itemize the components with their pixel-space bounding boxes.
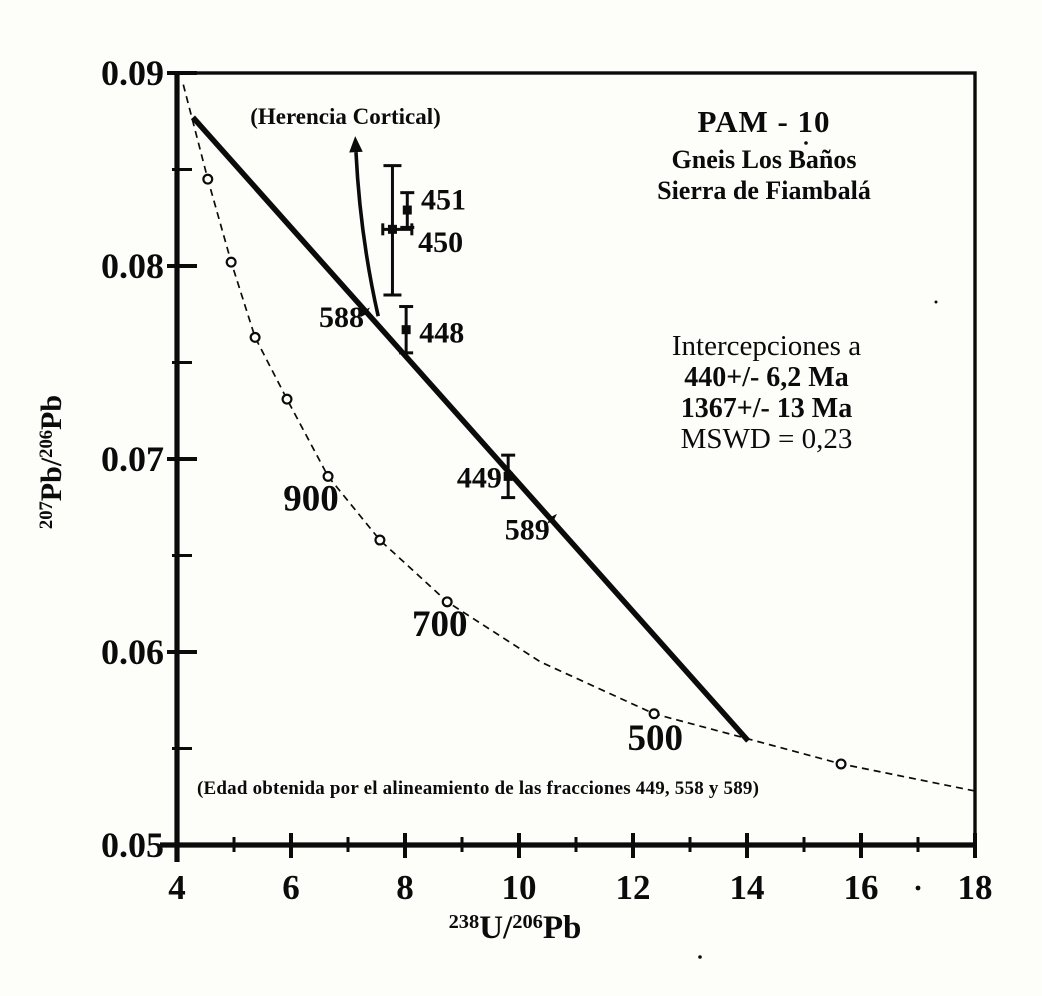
concordia-age-label-900: 900 (283, 478, 339, 520)
x-label-isotope-238: 238 (448, 910, 480, 933)
x-tick-label-12: 12 (615, 868, 651, 907)
intercepts-heading: Intercepciones a (671, 330, 862, 362)
sample-id: PAM - 10 (697, 104, 831, 139)
y-label-pb2: Pb (35, 394, 68, 430)
concordia-age-circle-0 (203, 175, 212, 184)
concordia-age-label-500: 500 (627, 717, 683, 759)
concordia-age-circle-7 (650, 709, 659, 718)
sample-title-block (628, 106, 900, 206)
intercepts-block (624, 331, 909, 455)
x-label-isotope-206: 206 (512, 910, 543, 933)
x-label-pb: Pb (542, 910, 582, 946)
x-tick-label-8: 8 (396, 868, 414, 907)
y-tick-label-0.08: 0.08 (101, 246, 164, 286)
scan-speck-3 (698, 955, 702, 959)
upper-intercept-age: 1367+/- 13 Ma (680, 393, 853, 424)
concordia-age-circle-2 (251, 333, 260, 342)
mswd-value: MSWD = 0,23 (680, 423, 853, 455)
fraction-448-label: 448 (419, 316, 465, 350)
x-tick-label-16: 16 (843, 868, 879, 907)
concordia-age-label-700: 700 (412, 604, 468, 646)
concordia-age-circle-5 (376, 536, 385, 545)
inheritance-arrow-head (349, 136, 363, 152)
y-axis-label (35, 330, 75, 594)
fraction-450-label: 450 (418, 225, 464, 259)
x-tick-label-18: 18 (957, 868, 993, 907)
x-tick-label-6: 6 (282, 868, 300, 907)
x-tick-label-10: 10 (501, 868, 537, 907)
lower-intercept-age: 440+/- 6,2 Ma (684, 362, 849, 393)
concordia-age-circle-1 (227, 258, 236, 267)
fraction-451-label: 451 (420, 183, 466, 217)
scan-speck-1 (916, 886, 921, 891)
y-tick-label-0.09: 0.09 (101, 53, 164, 93)
inheritance-arrow-label: (Herencia Cortical) (250, 104, 441, 129)
x-tick-label-14: 14 (729, 868, 765, 907)
fraction-588-label: 588 (318, 301, 364, 335)
concordia-age-circle-8 (837, 760, 846, 769)
fraction-451-marker (403, 206, 412, 215)
fraction-449-label: 449 (456, 461, 502, 495)
fraction-589-label: 589 (504, 513, 550, 547)
y-tick-label-0.06: 0.06 (101, 632, 164, 672)
fraction-449-marker (504, 472, 513, 481)
fraction-450-marker (388, 225, 397, 234)
sample-location: Sierra de Fiambalá (657, 176, 871, 205)
concordia-age-circle-3 (283, 395, 292, 404)
scan-speck-4 (935, 301, 938, 304)
alignment-note: (Edad obtenida por el alineamiento de las fracciones 449, 558 y 589) (197, 778, 760, 799)
x-axis-label (385, 910, 645, 947)
sample-unit: Gneis Los Baños (671, 145, 857, 174)
y-label-isotope-206: 206 (35, 429, 57, 458)
fraction-448-marker (402, 325, 411, 334)
y-tick-label-0.05: 0.05 (101, 825, 164, 865)
y-label-isotope-207: 207 (35, 501, 57, 530)
x-label-u: U/ (479, 910, 513, 946)
x-tick-label-4: 4 (168, 868, 186, 907)
y-label-pb1: Pb/ (35, 457, 68, 502)
inheritance-arrow-shaft (356, 152, 378, 316)
y-tick-label-0.07: 0.07 (101, 439, 164, 479)
